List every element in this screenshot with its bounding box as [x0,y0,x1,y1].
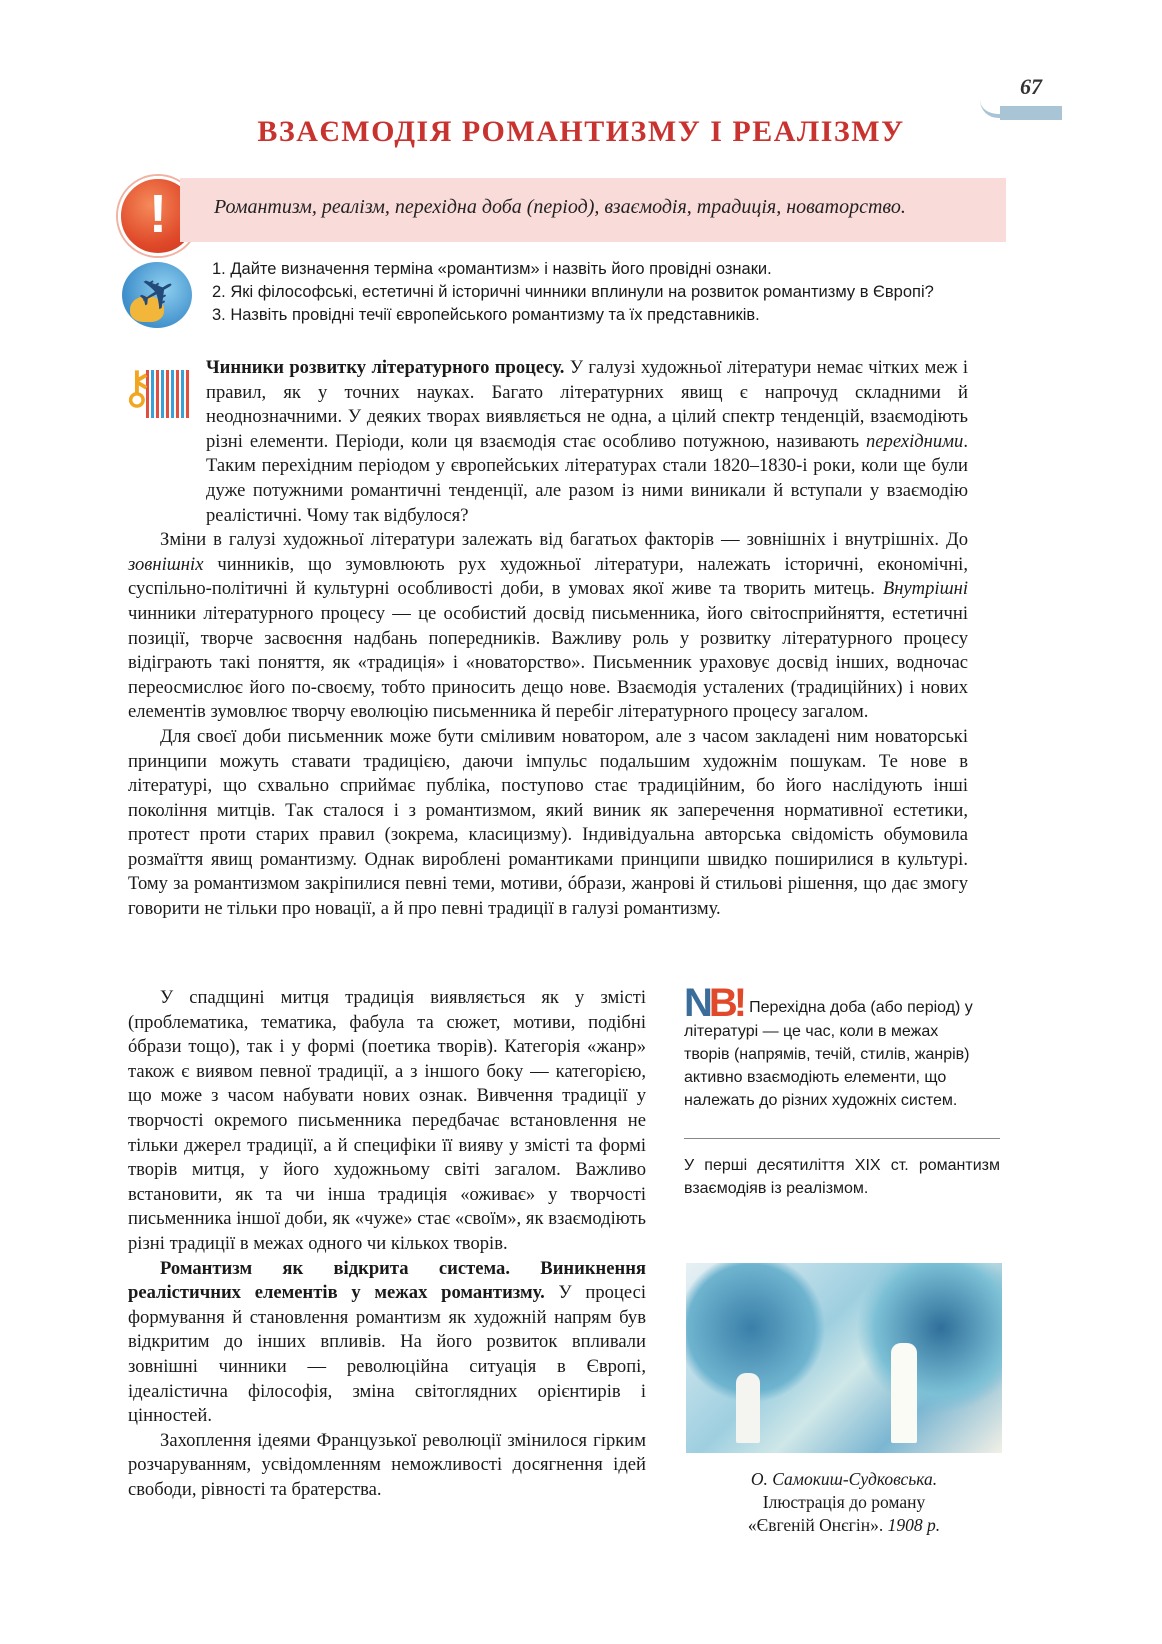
term: перехідними [865,430,964,452]
caption-work: «Євгеній Онєгін». [747,1515,884,1535]
term: зовнішніх [128,553,204,575]
illustration-image [686,1263,1002,1453]
paragraph-1: Чинники розвитку літературного процесу. У галузі художньої літератури немає чітких меж і правил, як у точних науках. Багато літературних явищ є напрочуд складними й неоднозначними. У деяких творах виявляється не одна, а цілий спектр тенденцій, взаємодіють різні елементи. Періоди, коли ця взаємодія стає особливо потужною, називають перехідними. Таким перехідним періодом у європейських літературах стали 1820–1830-і роки, коли ще були дуже потужними романтичні тенденції, але разом із ними виникали й вступали у взаємодію реалістичні. Чому так відбулося? [206,357,968,526]
caption-author: О. Самокиш-Судковська. [750,1469,938,1489]
nb-logo-icon: NB! [684,981,744,1025]
caption-description: Ілюстрація до роману [762,1492,926,1512]
keywords-box [180,178,1006,242]
tree-shape [856,1263,1002,1413]
caption-year: 1908 р. [887,1515,941,1535]
illustration-caption [686,1468,1002,1537]
airplane-glyph: ✈ [127,259,188,327]
plane-icon [122,259,192,328]
keywords-text: Романтизм, реалізм, перехідна доба (період), взаємодія, традиція, новаторство. [214,196,906,218]
key-glyph: ⚷ [120,360,154,414]
section-heading: Романтизм як відкрита система. Виникнення реалістичних елементів у межах романтизму. [128,1257,646,1304]
paragraph-6: Захоплення ідеями Французької революції змінилося гірким розчаруванням, усвідомленням неможливості досягнення ідей свободи, рівності та братерства. [128,1429,646,1500]
term: Внутрішні [882,578,968,600]
page-title: ВЗАЄМОДІЯ РОМАНТИЗМУ І РЕАЛІЗМУ [257,115,905,148]
question-item: 1. Дайте визначення терміна «романтизм» і назвіть його провідні ознаки. [212,260,772,278]
paragraph-3: Для своєї доби письменник може бути сміливим новатором, але з часом закладені ним новаторські принципи можуть ставати традицією, даючи імпульс подальшим художнім пошукам. Те нове в літературі, що схвально сприймає публіка, поступово стає традиційним, бо його наслідують інші покоління митців. Так сталося і з романтизмом, який виник як заперечення нормативної естетики, протест проти старих правил (зокрема, класицизму). Індивідуальна авторська свідомість обумовила розмаїття явищ романтизму. Однак вироблені романтиками принципи швидко поширилися в культурі. Тому за романтизмом закріпилися певні теми, мотиви, óбрази, жанрові й стильові рішення, що дає змогу говорити не тільки про новації, а й про певні традиції в галузі романтизму. [128,725,968,920]
exclamation-glyph: ! [149,184,167,244]
question-item: 3. Назвіть провідні течії європейського романтизму та їх представників. [212,306,760,324]
section-heading: Чинники розвитку літературного процесу. [206,357,565,378]
main-text [128,356,968,922]
review-questions [212,258,934,327]
divider [684,1138,1000,1139]
statue-shape [736,1373,760,1443]
fact-note: У перші десятиліття XIX ст. романтизм взаємодіяв із реалізмом. [684,1157,1000,1197]
paragraph-2: Зміни в галузі художньої літератури залежать від багатьох факторів — зовнішніх і внутрішніх. До зовнішніх чинників, що зумовлюють рух художньої літератури, належать історичні, економічні, суспільно-політичні й культурні особливості доби, в умовах якої живе та творить митець. Внутрішні чинники літературного процесу — це особистий досвід письменника, його світосприйняття, естетичні позиції, творче засвоєння надбань попередників. Важливу роль у розвитку літературного процесу відіграють такі поняття, як «традиція» і «новаторство». Письменник ураховує досвід інших, водночас переосмислює його по-своєму, тобто приносить дещо нове. Взаємодія усталених (традиційних) і нових елементів зумовлює творчу еволюцію письменника й перебіг літературного процесу загалом. [128,529,968,723]
column-text [128,986,646,1502]
page-number: 67 [1020,74,1042,99]
nb-note [684,981,984,1112]
paragraph-4: У спадщині митця традиція виявляється як у змісті (проблематика, тематика, фабула та сюжет, мотиви, подібні óбрази тощо), так і у формі (поетика творів). Категорія «жанр» також є виявом певної традиції, а з іншого боку — категорією, що може з часом набувати нових ознак. Вивчення традиції у творчості окремого письменника передбачає встановлення не тільки джерел традиції, а й специфіки її вияву у змісті та формі творів митця, у його художньому світі загалом. Важливо встановити, як та чи інша традиція «оживає» у творчості письменника іншої доби, як «чуже» стає «своїм», як взаємодіють різні традиції в межах одного чи кількох творів. [128,987,646,1254]
paragraph-5: Романтизм як відкрита система. Виникнення реалістичних елементів у межах романтизму. У процесі формування й становлення романтизм як художній напрям був відкритим до інших впливів. На його розвиток впливали зовнішні чинники — революційна ситуація в Європі, ідеалістична філософія, зміна світоглядних орієнтирів і цінностей. [128,1257,646,1427]
statue-shape [891,1343,917,1443]
nb-text: Перехідна доба (або період) у літературі — це час, коли в межах творів (напрямів, течій, стилів, жанрів) активно взаємодіють елементи, що належать до різних художніх систем. [684,999,973,1109]
question-item: 2. Які філософські, естетичні й історичні чинники вплинули на розвиток романтизму в Європі? [212,283,934,301]
